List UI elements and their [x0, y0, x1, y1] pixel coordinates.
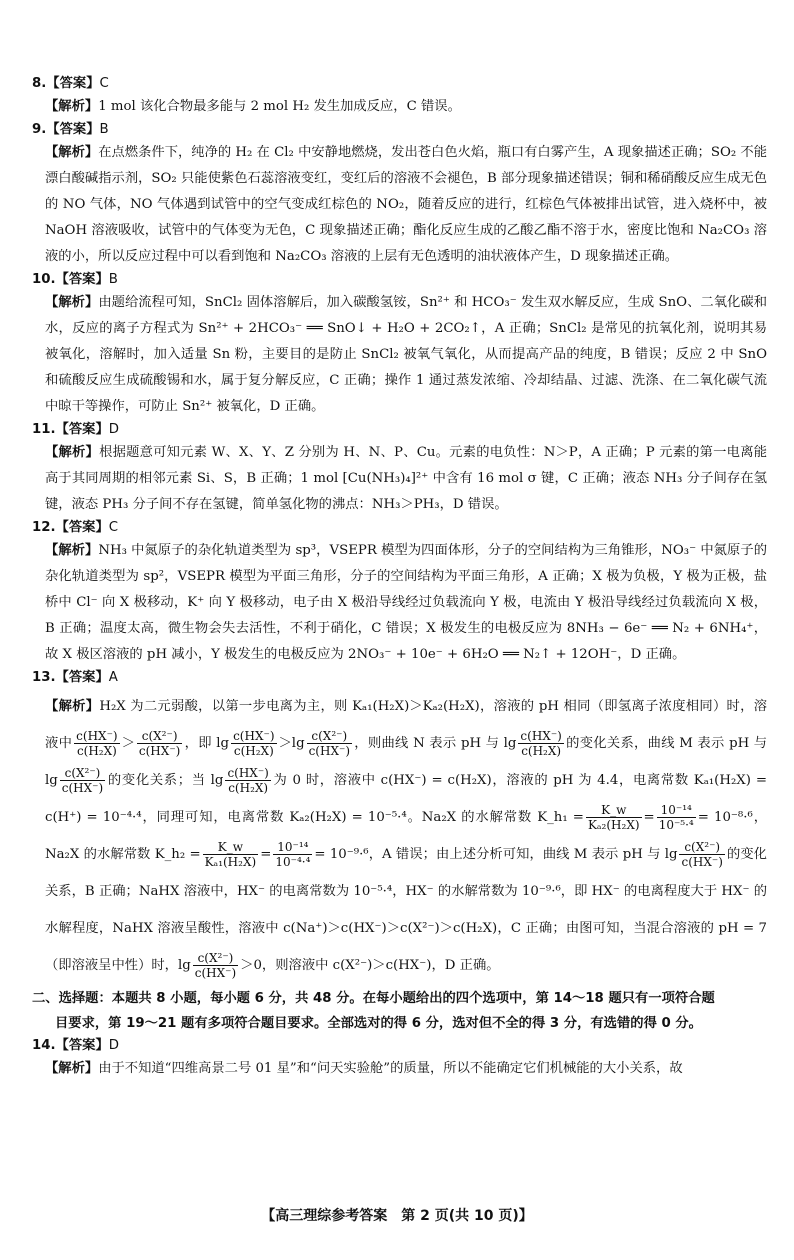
- fraction: $\frac{\text{10⁻¹⁴}}{\text{10⁻⁵·⁴}}$: [658, 803, 694, 832]
- page-footer: 【高三理综参考答案 第 2 页(共 10 页)】: [261, 1208, 533, 1224]
- question-9: [32, 120, 767, 270]
- fraction: $\frac{\text{10⁻¹⁴}}{\text{10⁻⁴·⁴}}$: [275, 840, 311, 869]
- question-10: [32, 270, 767, 420]
- section-heading: 二、选择题：本题共 8 小题，每小题 6 分，共 48 分。在每小题给出的四个选项中，第 14～18 题只有一项符合题 目要求，第 19～21 题有多项符合题目要求。全部选对的得 6 分，选对但不全的得 3 分，有选错的得 0 分。: [32, 991, 715, 1031]
- fraction: $\frac{c(HX^-)}{\text{c(H₂X)}}$: [520, 729, 562, 758]
- analysis-text: 【解析】1 mol 该化合物最多能与 2 mol H₂ 发生加成反应，C 错误。: [45, 99, 461, 114]
- answer-label: 10.【答案】B: [32, 272, 118, 287]
- answer-value: A: [108, 670, 118, 685]
- fraction: $\frac{\text{c(X²⁻)}}{c(HX^-)}$: [138, 729, 181, 758]
- answer-label: 9.【答案】B: [32, 122, 109, 137]
- answer-value: B: [108, 272, 118, 287]
- fraction: $\frac{\text{c(X²⁻)}}{c(HX^-)}$: [194, 951, 237, 980]
- analysis-text: 【解析】由于不知道“四维高景二号 01 星”和“问天实验舱”的质量，所以不能确定它们机械能的大小关系，故: [45, 1061, 683, 1076]
- analysis-text: 【解析】由题给流程可知，SnCl₂ 固体溶解后，加入碳酸氢铵，Sn²⁺ 和 HCO₃⁻ 发生双水解反应，生成 SnO、二氧化碳和水，反应的离子方程式为 Sn²⁺ + 2HCO₃⁻ ══ SnO↓ + H₂O + 2CO₂↑，A 正确；SnCl₂ 是常见的抗氧化剂，说明其易被氧化，溶解时，加入适量 Sn 粉，主要目的是防止 SnCl₂ 被氧气氧化，从而提高产品的纯度，B 错误；反应 2 中 SnO 和硫酸反应生成硫酸锡和水，属于复分解反应，C 正确；操作 1 通过蒸发浓缩、冷却结晶、过滤、洗涤、在二氧化碳气流中晾干等操作，可防止 Sn²⁺ 被氧化，D 正确。: [45, 295, 768, 414]
- analysis-text: 【解析】H₂X 为二元弱酸，以第一步电离为主，则 Kₐ₁(H₂X)＞Kₐ₂(H₂X)，溶液的 pH 相同（即氢离子浓度相同）时，溶液中 $\frac{c(HX^-)}{\text{c(H₂X)}}$ ＞ $\frac{\text{c(X²⁻)}}{c(HX^-)}$ ，即 lg $\frac{c(HX^-)}{\text{c(H₂X)}}$ ＞lg $\frac{\text{c(X²⁻)}}{c(HX^-)}$ ，则曲线 N 表示 pH 与 lg $\frac{c(HX^-)}{\text{c(H₂X)}}$ 的变化关系，曲线 M 表示 pH 与 lg $\frac{\text{c(X²⁻)}}{c(HX^-)}$ 的变化关系；当 lg $\frac{c(HX^-)}{\text{c(H₂X)}}$ 为 0 时，溶液中 c(HX⁻) = c(H₂X)，溶液的 pH 为 4.4，电离常数 Kₐ₁(H₂X) = c(H⁺) = 10⁻⁴·⁴，同理可知，电离常数 Kₐ₂(H₂X) = 10⁻⁵·⁴。Na₂X 的水解常数 K_h₁ = $\frac{K\_w}{\text{Kₐ₂(H₂X)}}$ = $\frac{\text{10⁻¹⁴}}{\text{10⁻⁵·⁴}}$ = 10⁻⁸·⁶，Na₂X 的水解常数 K_h₂ = $\frac{K\_w}{\text{Kₐ₁(H₂X)}}$ = $\frac{\text{10⁻¹⁴}}{\text{10⁻⁴·⁴}}$ = 10⁻⁹·⁶，A 错误；由上述分析可知，曲线 M 表示 pH 与 lg $\frac{\text{c(X²⁻)}}{c(HX^-)}$ 的变化关系，B 正确；NaHX 溶液中，HX⁻ 的电离常数为 10⁻⁵·⁴，HX⁻ 的水解常数为 10⁻⁹·⁶，即 HX⁻ 的电离程度大于 HX⁻ 的水解程度，NaHX 溶液呈酸性，溶液中 c(Na⁺)＞c(HX⁻)＞c(X²⁻)＞c(H₂X)，C 正确；由图可知，当混合溶液的 pH = 7（即溶液呈中性）时，lg $\frac{\text{c(X²⁻)}}{c(HX^-)}$ ＞0，则溶液中 c(X²⁻)＞c(HX⁻)，D 正确。: [45, 699, 768, 980]
- fraction: $\frac{c(HX^-)}{\text{c(H₂X)}}$: [76, 729, 118, 758]
- analysis-text: 【解析】在点燃条件下，纯净的 H₂ 在 Cl₂ 中安静地燃烧，发出苍白色火焰，瓶口有白雾产生，A 现象描述正确；SO₂ 不能漂白酸碱指示剂，SO₂ 只能使紫色石蕊溶液变红，变红后的溶液不会褪色，B 部分现象描述错误；铜和稀硝酸反应生成无色的 NO 气体，NO 气体遇到试管中的空气变成红棕色的 NO₂，随着反应的进行，红棕色气体被排出试管，进入烧杯中，被 NaOH 溶液吸收，试管中的气体变为无色，C 现象描述正确；酯化反应生成的乙酸乙酯不溶于水，密度比饱和 Na₂CO₃ 溶液的小，所以反应过程中可以看到饱和 Na₂CO₃ 溶液的上层有无色透明的油状液体产生，D 现象描述正确。: [45, 145, 767, 264]
- analysis-text: 【解析】NH₃ 中氮原子的杂化轨道类型为 sp³，VSEPR 模型为四面体形，分子的空间结构为三角锥形，NO₃⁻ 中氮原子的杂化轨道类型为 sp²，VSEPR 模型为平面三角形，分子的空间结构为平面三角形，A 正确；X 极为负极，Y 极为正极，盐桥中 Cl⁻ 向 X 极移动，K⁺ 向 Y 极移动，电子由 X 极沿导线经过负载流向 Y 极，电流由 Y 极沿导线经过负载流向 X 极，B 正确；温度太高，微生物会失去活性，不利于硝化，C 错误；X 极发生的电极反应为 8NH₃ − 6e⁻ ══ N₂ + 6NH₄⁺，故 X 极区溶液的 pH 减小，Y 极发生的电极反应为 2NO₃⁻ + 10e⁻ + 6H₂O ══ N₂↑ + 12OH⁻，D 正确。: [45, 543, 767, 662]
- question-12: [32, 518, 767, 668]
- fraction: $\frac{\text{c(X²⁻)}}{c(HX^-)}$: [61, 766, 104, 795]
- answer-label: 8.【答案】C: [32, 76, 109, 91]
- fraction: $\frac{c(HX^-)}{\text{c(H₂X)}}$: [233, 729, 275, 758]
- fraction: $\frac{K\_w}{\text{Kₐ₂(H₂X)}}$: [587, 803, 640, 832]
- analysis-text: 【解析】根据题意可知元素 W、X、Y、Z 分别为 H、N、P、Cu。元素的电负性：N＞P，A 正确；P 元素的第一电离能高于其同周期的相邻元素 Si、S，B 正确；1 mol [Cu(NH₃)₄]²⁺ 中含有 16 mol σ 键，C 正确；液态 NH₃ 分子间存在氢键，液态 PH₃ 分子间不存在氢键，简单氢化物的沸点：NH₃＞PH₃，D 错误。: [45, 445, 767, 512]
- answer-value: C: [108, 520, 119, 535]
- answer-value: B: [99, 122, 109, 137]
- question-14: [32, 1036, 767, 1082]
- answer-value: D: [108, 1038, 119, 1053]
- answer-label: 13.【答案】A: [32, 670, 118, 685]
- answer-value: C: [99, 76, 109, 91]
- answer-page: [32, 74, 767, 1082]
- answer-value: D: [108, 422, 119, 437]
- fraction: $\frac{K\_w}{\text{Kₐ₁(H₂X)}}$: [204, 840, 257, 869]
- question-8: [32, 74, 767, 120]
- fraction: $\frac{\text{c(X²⁻)}}{c(HX^-)}$: [308, 729, 351, 758]
- answer-label: 12.【答案】C: [32, 520, 119, 535]
- answer-label: 11.【答案】D: [32, 422, 119, 437]
- answer-label: 14.【答案】D: [32, 1038, 119, 1053]
- question-11: [32, 420, 767, 518]
- fraction: $\frac{\text{c(X²⁻)}}{c(HX^-)}$: [681, 840, 723, 869]
- question-13: [32, 668, 767, 984]
- fraction: $\frac{c(HX^-)}{\text{c(H₂X)}}$: [227, 766, 269, 795]
